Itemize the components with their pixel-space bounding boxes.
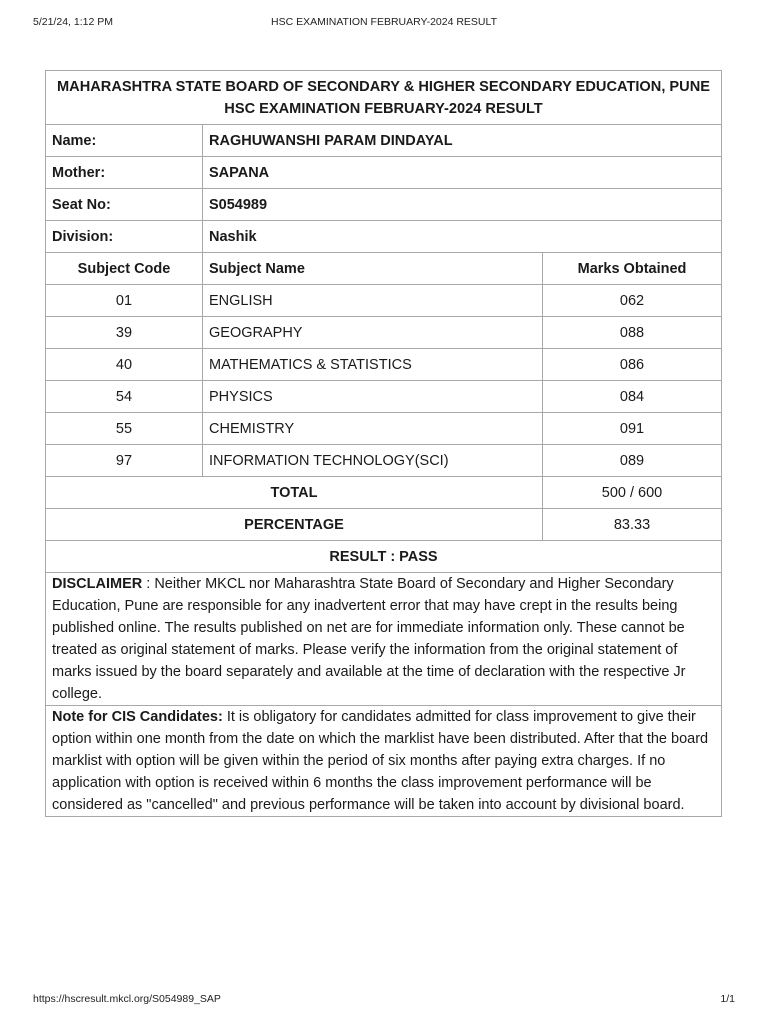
subject-name: GEOGRAPHY [203,317,543,349]
total-label: TOTAL [46,477,543,509]
result-table [45,70,722,817]
disclaimer-row [46,573,722,706]
seat-number: S054989 [203,189,722,221]
subject-code: 39 [46,317,203,349]
subject-marks: 089 [543,445,722,477]
subject-name: INFORMATION TECHNOLOGY(SCI) [203,445,543,477]
print-doc-title: HSC EXAMINATION FEBRUARY-2024 RESULT [270,16,497,28]
subject-header-row [46,253,722,285]
disclaimer [46,573,722,706]
percentage-value: 83.33 [543,509,722,541]
subject-name: MATHEMATICS & STATISTICS [203,349,543,381]
division-label: Division: [46,221,203,253]
print-url: https://hscresult.mkcl.org/S054989_SAP [33,993,221,1005]
division-value: Nashik [203,221,722,253]
subject-code: 97 [46,445,203,477]
percentage-label: PERCENTAGE [46,509,543,541]
subject-row [46,317,722,349]
subject-name: ENGLISH [203,285,543,317]
result-row [46,541,722,573]
print-header [33,16,735,30]
subject-marks: 091 [543,413,722,445]
subject-code: 54 [46,381,203,413]
subject-marks: 088 [543,317,722,349]
print-footer [33,993,735,1007]
result-status: RESULT : PASS [46,541,722,573]
board-header [46,71,722,125]
subject-marks: 062 [543,285,722,317]
name-label: Name: [46,125,203,157]
exam-title: HSC EXAMINATION FEBRUARY-2024 RESULT [224,100,543,117]
subject-row [46,413,722,445]
subject-name: PHYSICS [203,381,543,413]
total-value: 500 / 600 [543,477,722,509]
mother-row [46,157,722,189]
subject-marks: 084 [543,381,722,413]
student-name: RAGHUWANSHI PARAM DINDAYAL [203,125,722,157]
subject-code: 40 [46,349,203,381]
division-row [46,221,722,253]
subject-row [46,381,722,413]
print-datetime: 5/21/24, 1:12 PM [33,16,113,28]
seat-row [46,189,722,221]
subject-code: 01 [46,285,203,317]
disclaimer-heading: DISCLAIMER [52,576,143,592]
mother-label: Mother: [46,157,203,189]
mother-name: SAPANA [203,157,722,189]
note-row [46,706,722,817]
percentage-row [46,509,722,541]
disclaimer-text: : Neither MKCL nor Maharashtra State Board of Secondary and Higher Secondary Education, Pune are responsible for any inadvertent error that may have crept in the results being published online. The results published on net are for immediate information only. These cannot be treated as original statement of marks. Please verify the information from the original statement of marks issued by the board separately and available at the time of declaration with the respective Jr college. [52,576,686,702]
note-heading: Note for CIS Candidates: [52,709,223,725]
note-text: It is obligatory for candidates admitted for class improvement to give their option within one month from the date on which the marklist have been distributed. After that the board marklist with option will be given within the period of six months after paying extra charges. If no application with option is received within 6 months the class improvement performance will be considered as "cancelled" and previous performance will be taken into account by divisional board. [52,709,709,813]
subject-row [46,445,722,477]
subject-marks: 086 [543,349,722,381]
col-subject-name: Subject Name [203,253,543,285]
seat-label: Seat No: [46,189,203,221]
subject-name: CHEMISTRY [203,413,543,445]
total-row [46,477,722,509]
page-number: 1/1 [720,993,735,1005]
cis-note [46,706,722,817]
subject-row [46,349,722,381]
subject-row [46,285,722,317]
name-row [46,125,722,157]
col-subject-code: Subject Code [46,253,203,285]
subject-code: 55 [46,413,203,445]
board-name: MAHARASHTRA STATE BOARD OF SECONDARY & HIGHER SECONDARY EDUCATION, PUNE [57,78,710,95]
col-marks-obtained: Marks Obtained [543,253,722,285]
